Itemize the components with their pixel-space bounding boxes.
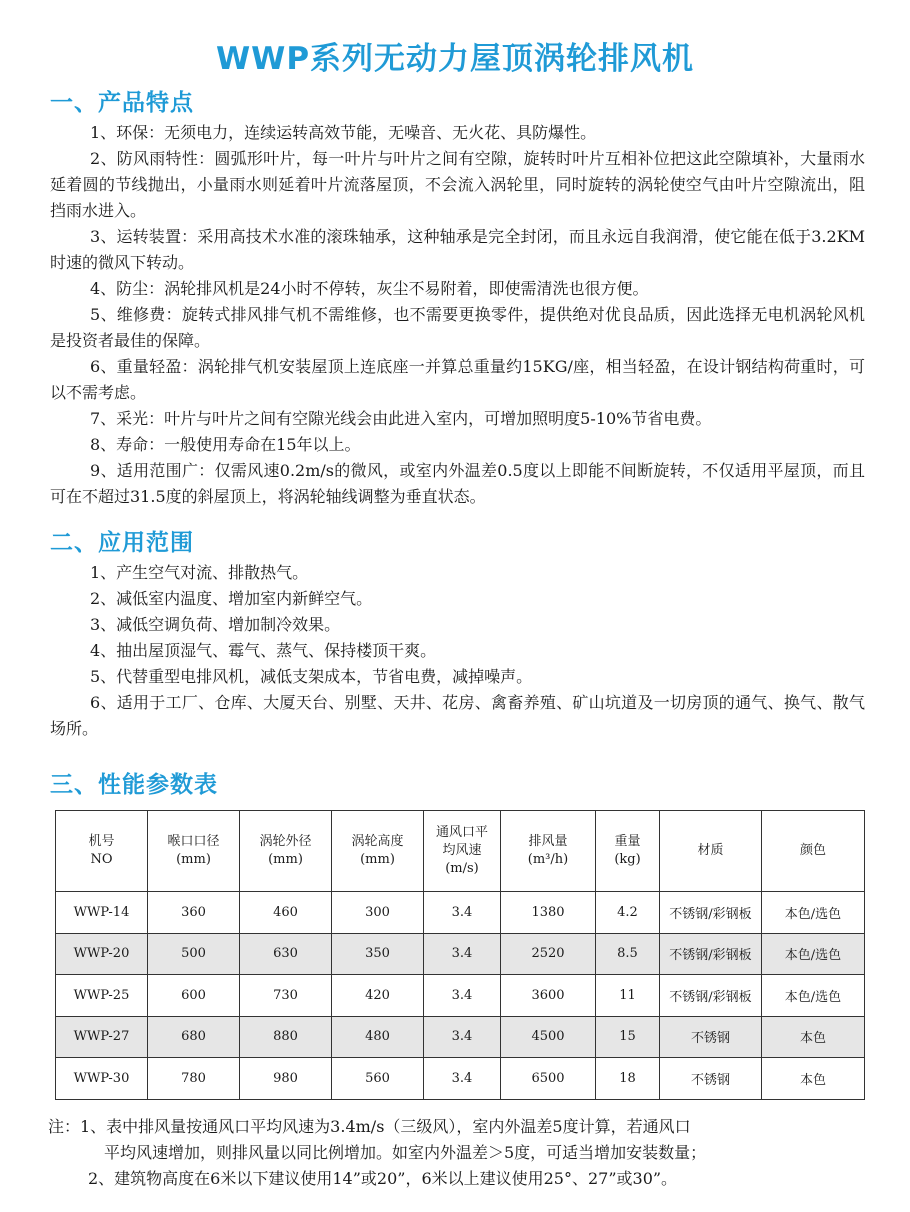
table-cell: 880	[240, 1016, 332, 1058]
table-cell: 本色/选色	[762, 892, 865, 934]
table-cell: 18	[596, 1058, 660, 1100]
col-header-throat-diameter: 喉口口径 (mm)	[148, 811, 240, 892]
col-header-weight: 重量 (kg)	[596, 811, 660, 892]
list-item: 1、产生空气对流、排散热气。	[90, 563, 309, 582]
table-row	[56, 975, 865, 1017]
features-list	[50, 120, 865, 510]
page-title: WWP系列无动力屋顶涡轮排风机	[215, 40, 695, 77]
table-cell: 1380	[501, 892, 596, 934]
table-cell: 3.4	[424, 1016, 501, 1058]
table-cell: 420	[332, 975, 424, 1017]
table-cell: 480	[332, 1016, 424, 1058]
table-cell: 730	[240, 975, 332, 1017]
table-row	[56, 1058, 865, 1100]
table-cell: 460	[240, 892, 332, 934]
table-cell: WWP-30	[56, 1058, 148, 1100]
table-notes	[48, 1114, 878, 1192]
list-item: 4、抽出屋顶湿气、霉气、蒸气、保持楼顶干爽。	[90, 641, 437, 660]
table-cell: 不锈钢/彩钢板	[660, 933, 762, 975]
table-cell: 不锈钢/彩钢板	[660, 975, 762, 1017]
table-row	[56, 933, 865, 975]
table-cell: 980	[240, 1058, 332, 1100]
list-item: 6、适用于工厂、仓库、大厦天台、别墅、天井、花房、禽畜养殖、矿山坑道及一切房顶的通气、换气、散气场所。	[50, 693, 865, 738]
list-item: 5、代替重型电排风机，减低支架成本，节省电费，减掉噪声。	[90, 667, 533, 686]
col-header-material: 材质	[660, 811, 762, 892]
list-item: 3、运转装置：采用高技术水准的滚珠轴承，这种轴承是完全封闭，而且永远自我润滑，使它能在低于3.2KM时速的微风下转动。	[50, 227, 865, 272]
table-row	[56, 892, 865, 934]
col-header-airflow: 排风量 (m³/h)	[501, 811, 596, 892]
table-cell: 3.4	[424, 1058, 501, 1100]
list-item: 2、减低室内温度、增加室内新鲜空气。	[90, 589, 373, 608]
section-heading-applications: 二、应用范围	[50, 530, 194, 556]
list-item: 9、适用范围广：仅需风速0.2m/s的微风，或室内外温差0.5度以上即能不间断旋转，不仅适用平屋顶，而且可在不超过31.5度的斜屋顶上，将涡轮轴线调整为垂直状态。	[50, 461, 865, 506]
table-cell: 350	[332, 933, 424, 975]
section-heading-features: 一、产品特点	[50, 90, 194, 116]
table-cell: 3.4	[424, 975, 501, 1017]
table-cell: WWP-27	[56, 1016, 148, 1058]
table-cell: 4.2	[596, 892, 660, 934]
table-row	[56, 1016, 865, 1058]
table-cell: 360	[148, 892, 240, 934]
table-cell: WWP-20	[56, 933, 148, 975]
list-item: 6、重量轻盈：涡轮排气机安装屋顶上连底座一并算总重量约15KG/座，相当轻盈，在设计钢结构荷重时，可以不需考虑。	[50, 357, 865, 402]
list-item: 5、维修费：旋转式排风排气机不需维修，也不需要更换零件，提供绝对优良品质，因此选择无电机涡轮风机是投资者最佳的保障。	[50, 305, 865, 350]
col-header-turbine-height: 涡轮高度 (mm)	[332, 811, 424, 892]
table-cell: 不锈钢	[660, 1058, 762, 1100]
table-cell: 600	[148, 975, 240, 1017]
table-cell: 15	[596, 1016, 660, 1058]
table-cell: WWP-14	[56, 892, 148, 934]
note-line: 注：1、表中排风量按通风口平均风速为3.4m/s（三级风），室内外温差5度计算，若通风口	[48, 1117, 691, 1136]
spec-table-container	[55, 810, 865, 1100]
table-cell: 3.4	[424, 933, 501, 975]
table-cell: 300	[332, 892, 424, 934]
table-cell: 8.5	[596, 933, 660, 975]
spec-table	[55, 810, 865, 1100]
col-header-color: 颜色	[762, 811, 865, 892]
table-cell: 680	[148, 1016, 240, 1058]
note-line: 平均风速增加，则排风量以同比例增加。如室内外温差＞5度，可适当增加安装数量；	[104, 1143, 707, 1162]
table-cell: 3600	[501, 975, 596, 1017]
list-item: 4、防尘：涡轮排风机是24小时不停转，灰尘不易附着，即使需清洗也很方便。	[90, 279, 649, 298]
applications-list	[50, 560, 865, 742]
table-cell: 不锈钢	[660, 1016, 762, 1058]
table-header-row	[56, 811, 865, 892]
table-cell: WWP-25	[56, 975, 148, 1017]
table-cell: 2520	[501, 933, 596, 975]
table-cell: 780	[148, 1058, 240, 1100]
table-cell: 3.4	[424, 892, 501, 934]
col-header-turbine-diameter: 涡轮外径 (mm)	[240, 811, 332, 892]
list-item: 7、采光：叶片与叶片之间有空隙光线会由此进入室内，可增加照明度5-10%节省电费。	[90, 409, 712, 428]
list-item: 1、环保：无须电力，连续运转高效节能，无噪音、无火花、具防爆性。	[90, 123, 597, 142]
table-cell: 不锈钢/彩钢板	[660, 892, 762, 934]
table-cell: 630	[240, 933, 332, 975]
table-cell: 11	[596, 975, 660, 1017]
table-cell: 6500	[501, 1058, 596, 1100]
list-item: 8、寿命：一般使用寿命在15年以上。	[90, 435, 361, 454]
table-cell: 本色/选色	[762, 975, 865, 1017]
note-line: 2、建筑物高度在6米以下建议使用14”或20”，6米以上建议使用25°、27”或30”。	[88, 1169, 678, 1188]
list-item: 3、减低空调负荷、增加制冷效果。	[90, 615, 341, 634]
col-header-wind-speed: 通风口平 均风速 (m/s)	[424, 811, 501, 892]
col-header-model: 机号 NO	[56, 811, 148, 892]
list-item: 2、防风雨特性：圆弧形叶片，每一叶片与叶片之间有空隙，旋转时叶片互相补位把这此空隙填补，大量雨水延着圆的节线抛出，小量雨水则延着叶片流落屋顶，不会流入涡轮里，同时旋转的涡轮使空气由叶片空隙流出，阻挡雨水进入。	[50, 149, 865, 220]
section-heading-specs: 三、性能参数表	[50, 772, 218, 798]
table-cell: 本色	[762, 1058, 865, 1100]
table-cell: 560	[332, 1058, 424, 1100]
table-cell: 500	[148, 933, 240, 975]
table-cell: 本色/选色	[762, 933, 865, 975]
table-cell: 本色	[762, 1016, 865, 1058]
table-cell: 4500	[501, 1016, 596, 1058]
